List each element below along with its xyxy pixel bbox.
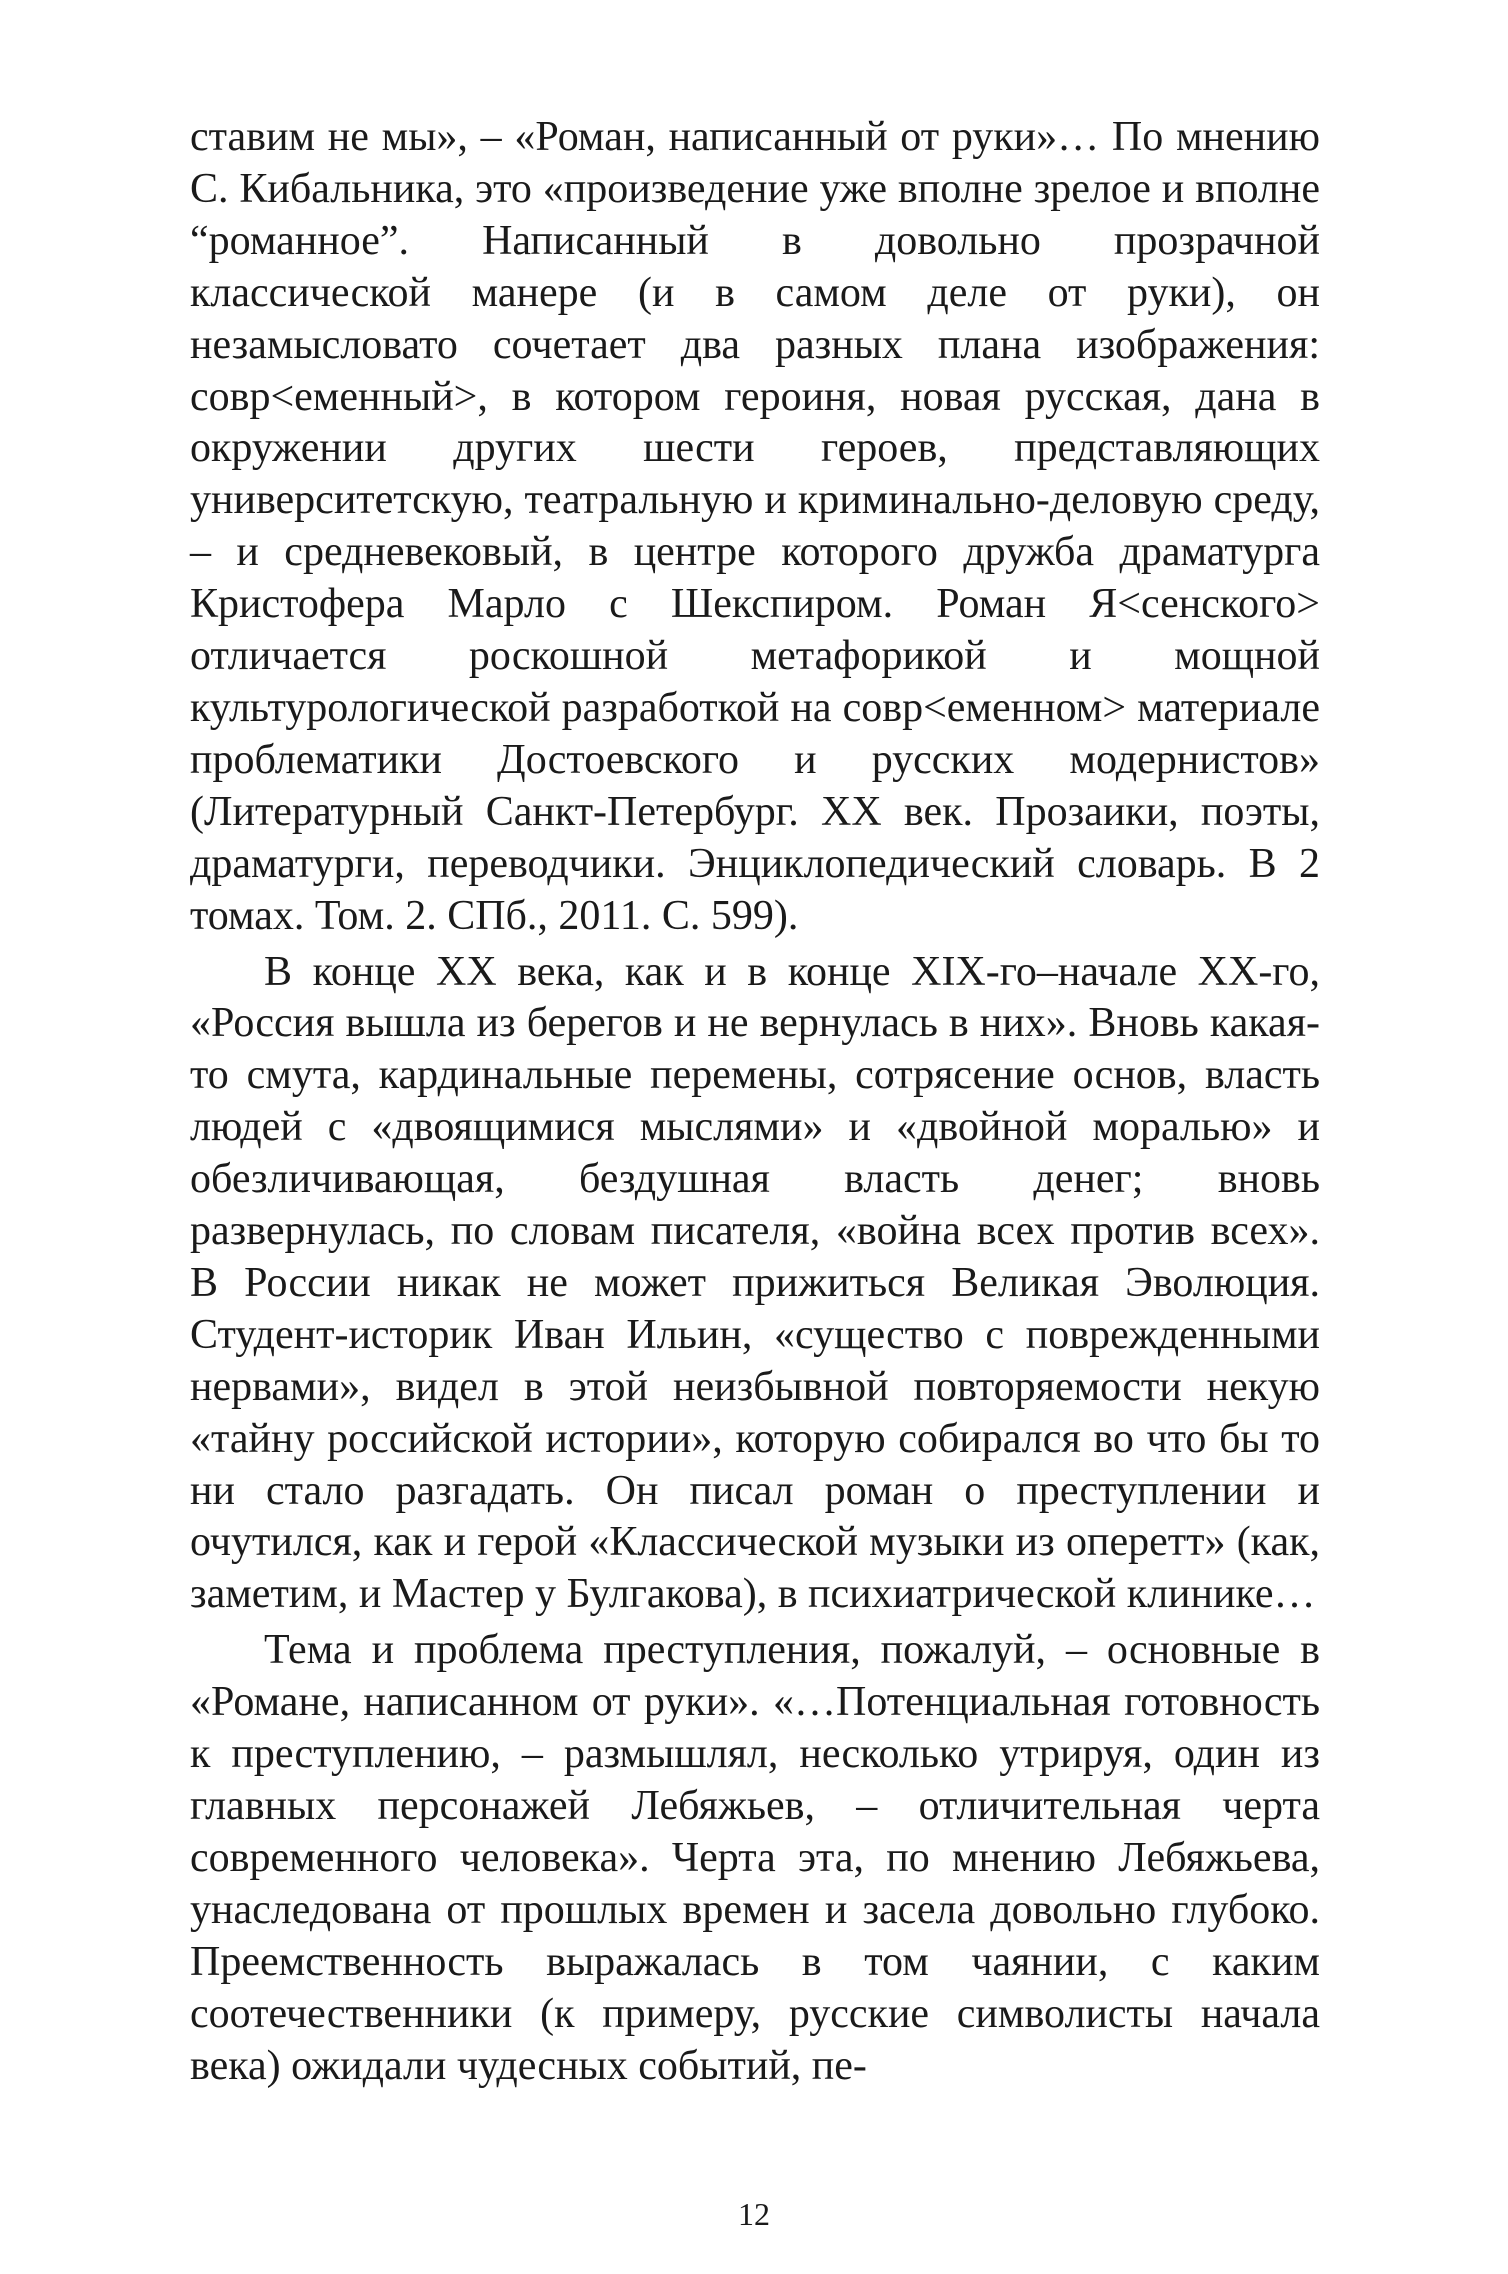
paragraph-2: В конце XX века, как и в конце XIX-го–начале XX-го, «Россия вышла из берегов и не вернулась в них». Вновь какая-то смута, кардинальные перемены, сотрясение основ, власть людей с «двоящимися мыслями» и «двойной моралью» и обезличивающая, бездушная власть денег; вновь развернулась, по словам писателя, «война всех против всех». В России никак не может прижиться Великая Эволюция. Студент-историк Иван Ильин, «существо с поврежденными нервами», видел в этой неизбывной повторяемости некую «тайну российской истории», которую собирался во что бы то ни стало разгадать. Он писал роман о преступлении и очутился, как и герой «Классической музыки из оперетт» (как, заметим, и Мастер у Булгакова), в психиатрической клинике… [190, 948, 1320, 1618]
page-body [190, 112, 1320, 2092]
paragraph-1: ставим не мы», – «Роман, написанный от руки»… По мнению С. Кибальника, это «произведение уже вполне зрелое и вполне “романное”. Написанный в довольно прозрачной классической манере (и в самом деле от руки), он незамысловато сочетает два разных плана изображения: совр<еменный>, в котором героиня, новая русская, дана в окружении других шести героев, представляющих университетскую, театральную и криминально-деловую среду, – и средневековый, в центре которого дружба драматурга Кристофера Марло с Шекспиром. Роман Я<сенского> отличается роскошной метафорикой и мощной культурологической разработкой на совр<еменном> материале проблематики Достоевского и русских модернистов» (Литературный Санкт-Петербург. XX век. Прозаики, поэты, драматурги, переводчики. Энциклопедический словарь. В 2 томах. Том. 2. СПб., 2011. С. 599). [190, 114, 1320, 939]
page-number: 12 [738, 2196, 770, 2232]
paragraph-3: Тема и проблема преступления, пожалуй, – основные в «Романе, написанном от руки». «…Потенциальная готовность к преступлению, – размышлял, несколько утрируя, один из главных персонажей Лебяжьев, – отличительная черта современного человека». Черта эта, по мнению Лебяжьева, унаследована от прошлых времен и засела довольно глубоко. Преемственность выражалась в том чаянии, с каким соотечественники (к примеру, русские символисты начала века) ожидали чудесных событий, пе- [190, 1627, 1320, 2089]
